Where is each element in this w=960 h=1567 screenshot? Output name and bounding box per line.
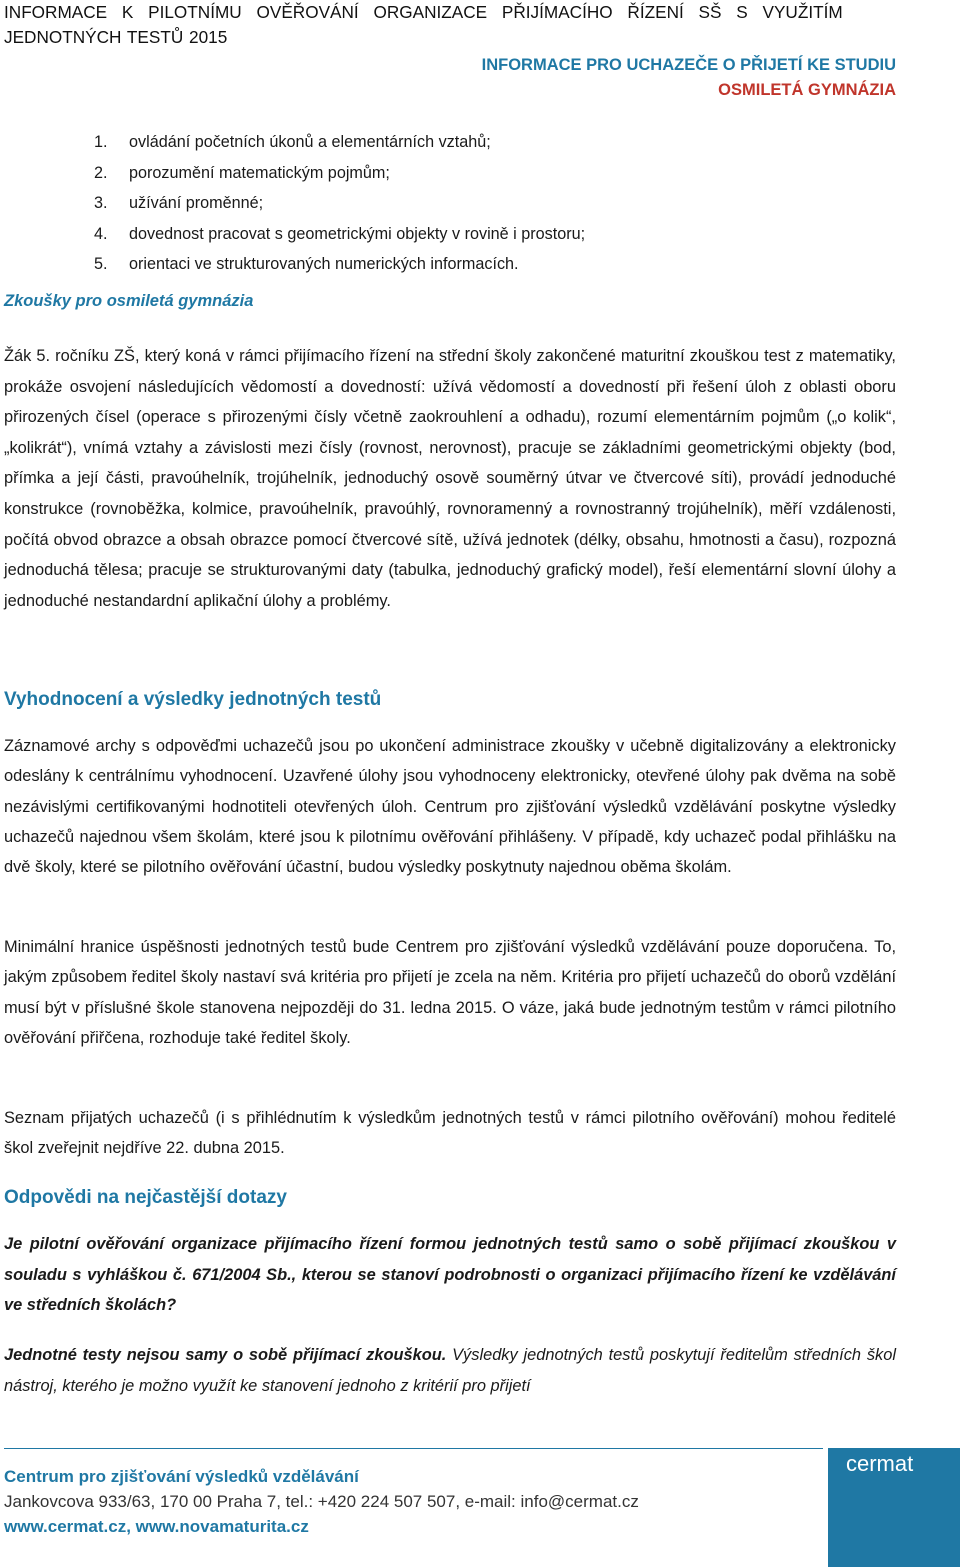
section-heading-vyhodnoceni: Vyhodnocení a výsledky jednotných testů	[4, 689, 382, 710]
faq-answer	[4, 1340, 896, 1401]
list-item: 5. orientaci ve strukturovaných numerických informacích.	[94, 255, 519, 273]
header-subtitle	[482, 53, 896, 103]
list-item: 2. porozumění matematickým pojmům;	[94, 163, 390, 182]
list-item: 4. dovednost pracovat s geometrickými objekty v rovině i prostoru;	[94, 224, 586, 243]
cermat-logo	[828, 1448, 960, 1567]
footer-address: Jankovcova 933/63, 170 00 Praha 7, tel.: +420 224 507 507, e-mail: info@cermat.cz	[4, 1492, 639, 1511]
faq-answer-rest: Výsledky jednotných testů poskytují ředitelům středních škol nástroj, kterého je možno využít ke stanovení jednoho z kritérií pro přijetí	[4, 1346, 896, 1395]
paragraph-list-publication: Seznam přijatých uchazečů (i s přihlédnutím k výsledkům jednotných testů v rámci pilotního ověřování) mohou ředitelé škol zveřejnit nejdříve 22. dubna 2015.	[4, 1109, 896, 1158]
list-item: 1. ovládání početních úkonů a elementárních vztahů;	[94, 133, 491, 151]
section-heading-faq: Odpovědi na nejčastější dotazy	[4, 1187, 287, 1208]
skills-list	[94, 127, 854, 280]
header-subtitle-line-1: INFORMACE PRO UCHAZEČE O PŘIJETÍ KE STUDIU	[481, 56, 896, 74]
footer-divider	[4, 1448, 823, 1449]
list-item: 3. užívání proměnné;	[94, 194, 264, 212]
paragraph-skills: Žák 5. ročníku ZŠ, který koná v rámci přijímacího řízení na střední školy zakončené maturitní zkouškou test z matematiky, prokáže osvojení následujících vědomostí a dovedností: užívá vědomostí a dovedností při řešení úloh z oblasti oboru přirozených čísel (operace s přirozenými čísly včetně zaokrouhlení a odhadu), rozumí elementárním pojmům („o kolik“, „kolikrát“), vnímá vztahy a závislosti mezi čísly (rovnost, nerovnost), pracuje se základními geometrickými objekty (bod, přímka a její části, pravoúhelník, trojúhelník, jednoduchý osově souměrný útvar ve čtvercové síti), provádí jednoduché konstrukce (rovnoběžka, kolmice, pravoúhelník, pravoúhlý, rovnoramenný a rovnostranný trojúhelník), měří vzdálenosti, počítá obvod obrazce a obsah obrazce pomocí čtvercové sítě, užívá jednotek (délky, obsahu, hmotnosti a času), rozpozná jednoduchá tělesa; pracuje se strukturovanými daty (tabulka, jednoduchý grafický model), řeší elementární slovní úlohy a jednoduché nestandardní aplikační úlohy a problémy.	[4, 347, 896, 610]
header-subtitle-line-2: OSMILETÁ GYMNÁZIA	[718, 81, 896, 99]
footer-organization: Centrum pro zjišťování výsledků vzdělávání	[4, 1467, 359, 1486]
header-title	[4, 0, 904, 50]
faq-question: Je pilotní ověřování organizace přijímacího řízení formou jednotných testů samo o sobě přijímací zkouškou v souladu s vyhláškou č. 671/2004 Sb., kterou se stanoví podrobnosti o organizaci přijímacího řízení ke vzdělávání ve středních školách?	[4, 1235, 896, 1314]
paragraph-evaluation: Záznamové archy s odpověďmi uchazečů jsou po ukončení administrace zkoušky v učebně digitalizovány a elektronicky odeslány k centrálnímu vyhodnocení. Uzavřené úlohy jsou vyhodnoceny elektronicky, otevřené úlohy pak dvěma na sobě nezávislými certifikovanými hodnotiteli otevřených úloh. Centrum pro zjišťování výsledků vzdělávání poskytne výsledky uchazečů najednou všem školám, které jsou k pilotnímu ověřování přihlášeny. V případě, kdy uchazeč podal přihlášku na dvě školy, které se pilotního ověřování účastní, budou výsledky poskytnuty najednou oběma školám.	[4, 737, 896, 877]
section-heading-osmileta: Zkoušky pro osmiletá gymnázia	[4, 292, 254, 310]
paragraph-threshold: Minimální hranice úspěšnosti jednotných testů bude Centrem pro zjišťování výsledků vzdělávání pouze doporučena. To, jakým způsobem ředitel školy nastaví svá kritéria pro přijetí je zcela na něm. Kritéria pro přijetí uchazečů do oborů vzdělání musí být v příslušné škole stanovena nejpozději do 31. ledna 2015. O váze, jaká bude jednotným testům v rámci pilotního ověřování přiřčena, rozhoduje také ředitel školy.	[4, 938, 896, 1047]
footer-web-links[interactable]: www.cermat.cz, www.novamaturita.cz	[4, 1517, 309, 1536]
header-title-line-2: JEDNOTNÝCH TESTŮ 2015	[4, 27, 228, 47]
header-title-line-1: INFORMACE K PILOTNÍMU OVĚŘOVÁNÍ ORGANIZACE PŘIJÍMACÍHO ŘÍZENÍ SŠ S VYUŽITÍM	[4, 2, 843, 22]
cermat-logo-text: cermat	[846, 1451, 914, 1476]
faq-answer-bold: Jednotné testy nejsou samy o sobě přijímací zkouškou.	[4, 1346, 447, 1364]
